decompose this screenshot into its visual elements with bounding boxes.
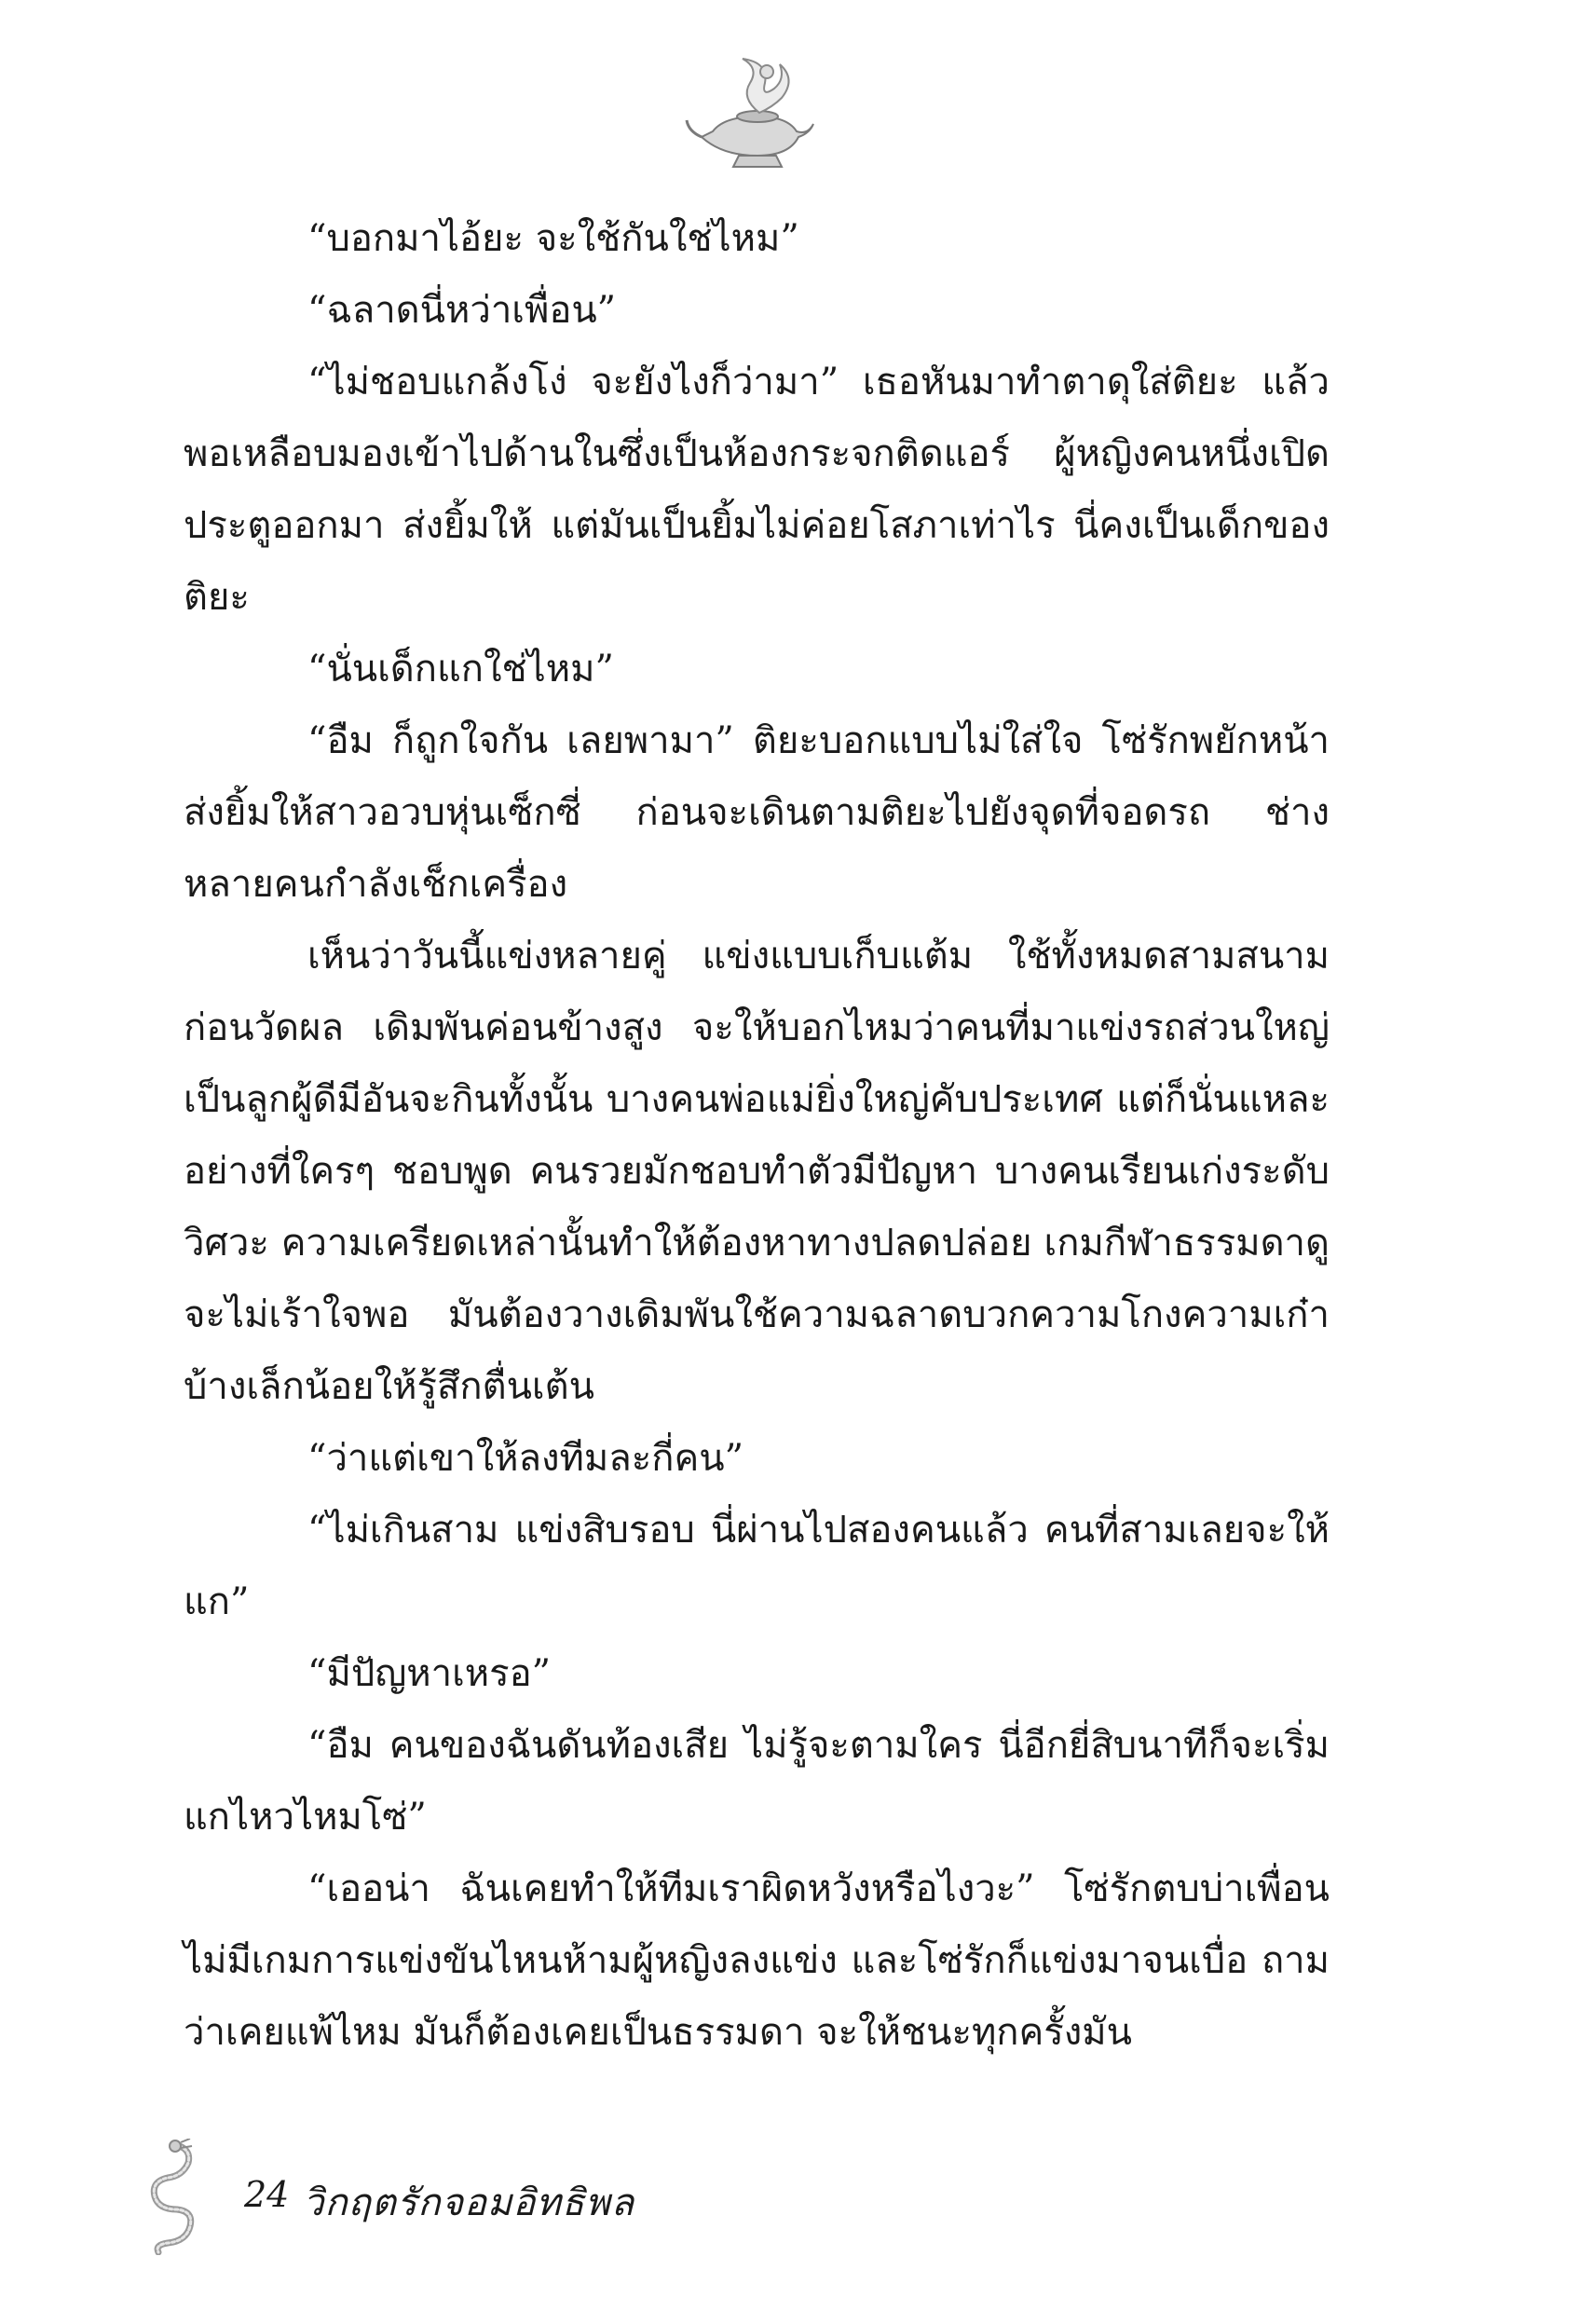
- paragraph: “ฉลาดนี่หว่าเพื่อน”: [307, 289, 617, 332]
- page-number: 24: [244, 2174, 290, 2215]
- paragraph: เห็นว่าวันนี้แข่งหลายคู่ แข่งแบบเก็บแต้ม ใช้ทั้งหมดสามสนามก่อนวัดผล เดิมพันค่อนข้างสูง จะให้บอกไหมว่าคนที่มาแข่งรถส่วนใหญ่เป็นลูกผู้ดีมีอันจะกินทั้งนั้น บางคนพ่อแม่ยิ่งใหญ่คับประเทศ แต่ก็นั่นแหละ อย่างที่ใครๆ ชอบพูด คนรวยมักชอบทำตัวมีปัญหา บางคนเรียนเก่งระดับวิศวะ ความเครียดเหล่านั้นทำให้ต้องหาทางปลดปล่อย เกมกีฬาธรรมดาดูจะไม่เร้าใจพอ มันต้องวางเดิมพันใช้ความฉลาดบวกความโกงความเก๋าบ้างเล็กน้อยให้รู้สึกตื่นเต้น: [184, 935, 1330, 1408]
- paragraph: “อืม ก็ถูกใจกัน เลยพามา” ติยะบอกแบบไม่ใส่ใจ โซ่รักพยักหน้าส่งยิ้มให้สาวอวบหุ่นเซ็กซี่ ก่อนจะเดินตามติยะไปยังจุดที่จอดรถ ช่างหลายคนกำลังเช็กเครื่อง: [184, 719, 1330, 906]
- paragraph: “ไม่ชอบแกล้งโง่ จะยังไงก็ว่ามา” เธอหันมาทำตาดุใส่ติยะ แล้วพอเหลือบมองเข้าไปด้านในซึ่งเป็นห้องกระจกติดแอร์ ผู้หญิงคนหนึ่งเปิดประตูออกมา ส่งยิ้มให้ แต่มันเป็นยิ้มไม่ค่อยโสภาเท่าไร นี่คงเป็นเด็กของติยะ: [184, 361, 1330, 619]
- page-footer: [140, 2139, 699, 2278]
- paragraph: “ว่าแต่เขาให้ลงทีมละกี่คน”: [307, 1437, 744, 1480]
- book-title: วิกฤตรักจอมอิทธิพล: [303, 2181, 635, 2224]
- dragon-icon: [140, 2139, 205, 2255]
- paragraph: “บอกมาไอ้ยะ จะใช้กันใช่ไหม”: [307, 217, 799, 260]
- page-body: [184, 203, 1330, 2069]
- genie-lamp-icon: [685, 51, 825, 172]
- paragraph: “อืม คนของฉันดันท้องเสีย ไม่รู้จะตามใคร นี่อีกยี่สิบนาทีก็จะเริ่ม แกไหวไหมโซ่”: [184, 1724, 1330, 1839]
- paragraph: “นั่นเด็กแกใช่ไหม”: [307, 648, 614, 691]
- paragraph: “เออน่า ฉันเคยทำให้ทีมเราผิดหวังหรือไงวะ” โซ่รักตบบ่าเพื่อน ไม่มีเกมการแข่งขันไหนห้ามผู้หญิงลงแข่ง และโซ่รักก็แข่งมาจนเบื่อ ถามว่าเคยแพ้ไหม มันก็ต้องเคยเป็นธรรมดา จะให้ชนะทุกครั้งมัน: [184, 1867, 1330, 2054]
- paragraph: “มีปัญหาเหรอ”: [307, 1652, 552, 1695]
- paragraph: “ไม่เกินสาม แข่งสิบรอบ นี่ผ่านไปสองคนแล้ว คนที่สามเลยจะให้แก”: [184, 1509, 1330, 1623]
